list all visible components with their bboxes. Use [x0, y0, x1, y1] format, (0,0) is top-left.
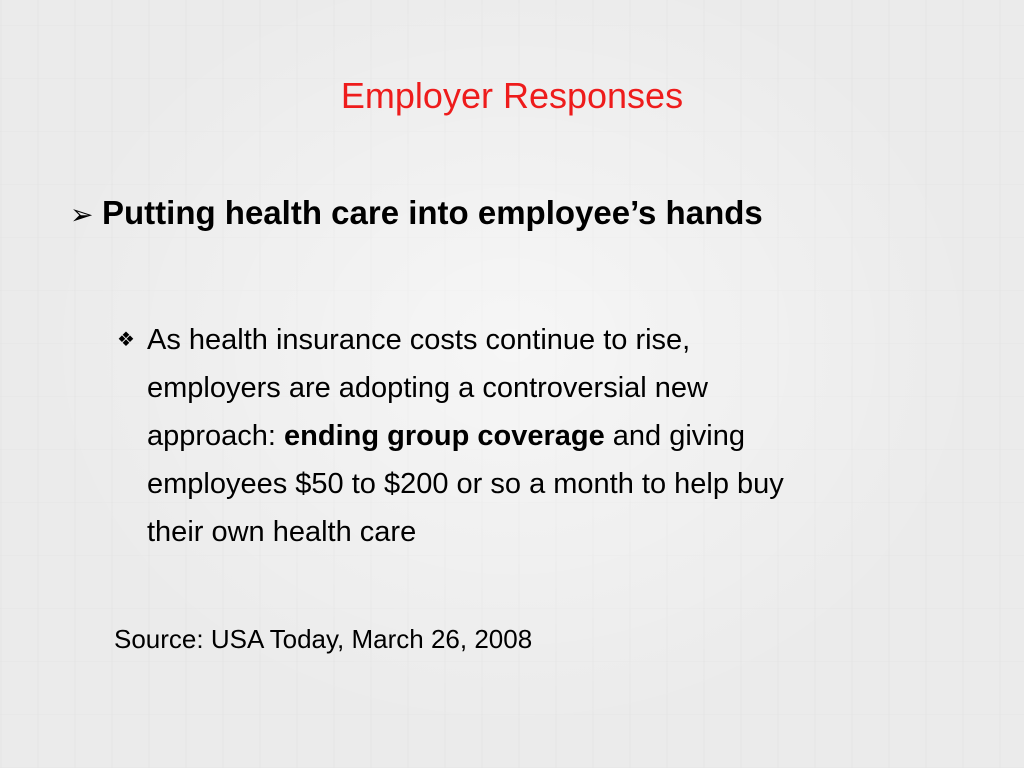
- sub-bullet-line-lead: approach:: [147, 420, 285, 452]
- sub-bullet-line-tail: and giving: [604, 420, 745, 452]
- emphasis-text: ending group coverage: [284, 420, 605, 452]
- sub-bullet-line: their own health care: [147, 516, 417, 548]
- four-diamond-bullet-icon: ❖: [117, 329, 135, 351]
- arrowhead-bullet-icon: ➢: [70, 199, 94, 230]
- sub-bullet-line: As health insurance costs continue to rise,: [147, 324, 691, 356]
- main-bullet: [70, 190, 970, 238]
- source-citation: Source: USA Today, March 26, 2008: [114, 624, 533, 654]
- sub-bullet-line: employees $50 to $200 or so a month to help buy: [147, 468, 784, 500]
- main-bullet-text: Putting health care into employee’s hands: [102, 194, 763, 231]
- sub-bullet-text: [147, 316, 957, 556]
- sub-bullet-line: [147, 412, 957, 460]
- slide-title: Employer Responses: [340, 75, 684, 116]
- sub-bullet-line: employers are adopting a controversial new: [147, 372, 708, 404]
- sub-bullet: [117, 316, 977, 556]
